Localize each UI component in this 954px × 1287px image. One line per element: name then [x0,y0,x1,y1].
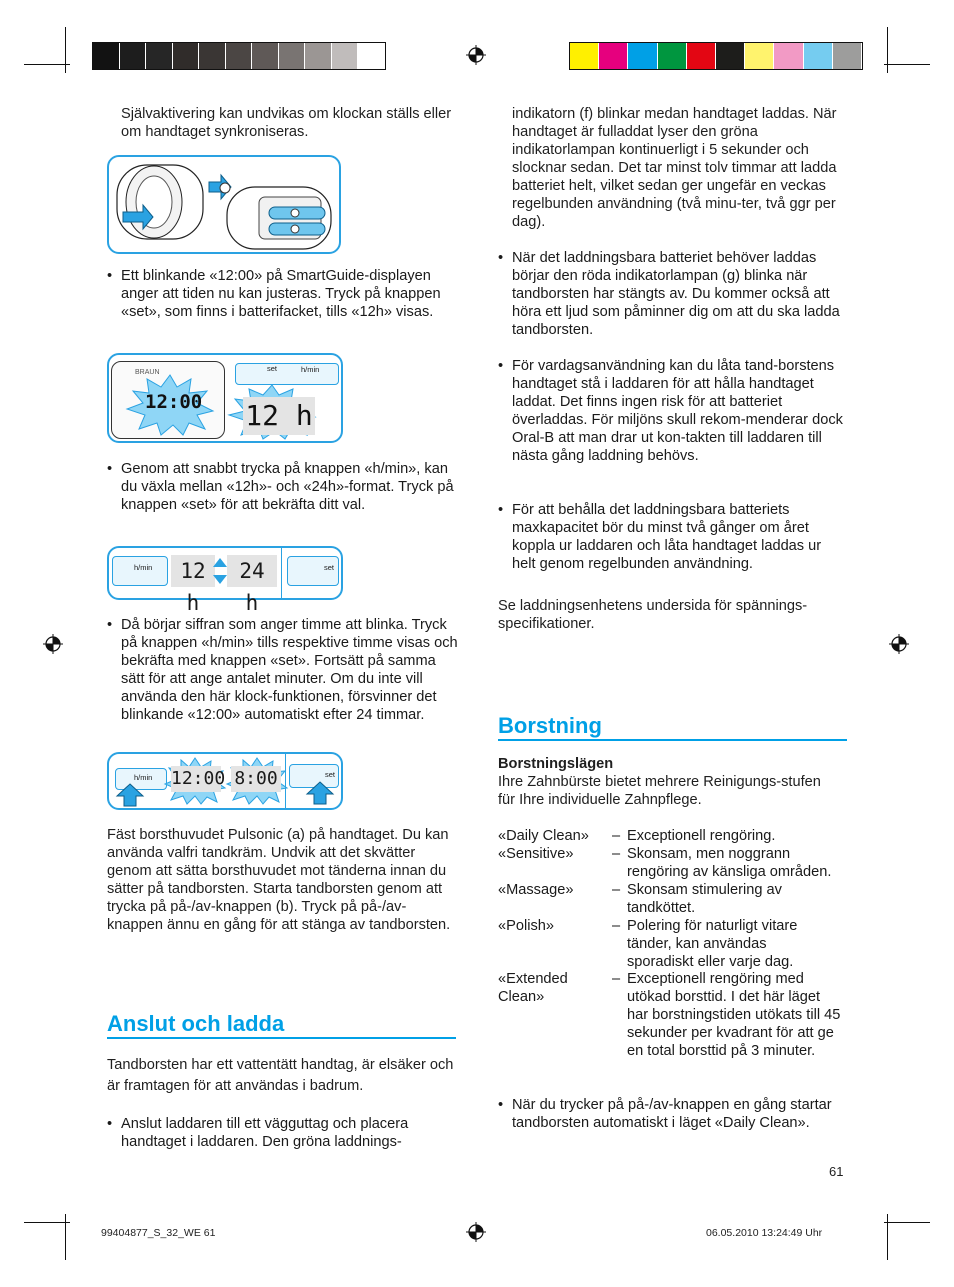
attach-brushhead-paragraph: Fäst borsthuvudet Pulsonic (a) på handtaget. Du kan använda valfri tandkräm. Undvik att det skvätter genom att sätta borsthuvudet mot tänderna innan du sätter på tandborsten. Starta tandborsten genom att trycka på på-/av-knappen (b). Tryck på på-/av-knappen ännu en gång för att stänga av tandborsten. [107,827,451,933]
figure-smartguide-display [107,353,343,443]
gray-swatch [173,43,199,69]
lcd-24h-readout: 24 h [227,555,277,587]
mode-description: Exceptionell rengöring med utökad borsttid. I det här läget har borstningstiden utökats till 45 sekunder per kvadrant för att ge en total borsttid på 3 minuter. [627,971,841,1059]
registration-mark-icon [466,45,486,65]
mode-dash: – [612,846,621,862]
bullet-item: • När det laddningsbara batteriet behöver laddas börjar den röda indikatorlampan (g) blinka när tandborsten har stängts av. Du kommer också att höra ett ljud som påminner dig om att du ska ladda tandborsten. [498,250,840,338]
bullet-item: • Genom att snabbt trycka på knappen «h/min», kan du växla mellan «12h»- och «24h»-format. Tryck på knappen «set» för att bekräfta ditt val. [107,461,454,513]
hmin-button-label: h/min [301,365,320,374]
figure-12h-24h [107,546,343,615]
press-arrow-icon [307,782,333,806]
color-swatch [745,43,773,69]
color-swatch [833,43,861,69]
set-button-label: set [325,770,336,779]
bullet-item: • För att behålla det laddningsbara batteriets maxkapacitet bör du minst två gånger om året koppla ur laddaren och låta handtaget laddas ur helt genom regelbunden användning. [498,502,822,572]
bullet-item: • Anslut laddaren till ett vägguttag och placera handtaget i laddaren. Den gröna laddnings- [107,1116,409,1150]
set-button-label: set [267,364,278,373]
gray-swatch [252,43,278,69]
charging-paragraph: indikatorn (f) blinkar medan handtaget laddas. När handtaget är fulladdat lyser den gröna indikatorlampan kontinuerligt i 5 sekunder och slocknar sedan. Det tar minst tolv timmar att ladda batteriet helt, vilket sedan ger ungefär en veckas regelbunden användning (två minu-ter, två ggr per dag). [512,106,837,230]
mode-name: «Polish» [498,918,554,934]
heading-rule [498,739,847,741]
set-button-label: set [324,563,335,572]
crop-mark [24,64,70,65]
mode-name: «Massage» [498,882,574,898]
crop-mark [887,27,888,73]
crop-mark [887,1214,888,1260]
gray-swatch [332,43,358,69]
mode-dash: – [612,828,621,844]
divider [281,548,282,598]
mode-description: Skonsam, men noggrann rengöring av känsliga områden. [627,846,832,880]
color-swatch [774,43,802,69]
color-swatch [570,43,598,69]
intro-paragraph: Självaktivering kan undvikas om klockan ställs eller om handtaget synkroniseras. [121,106,452,140]
bullet-item: • För vardagsanvändning kan du låta tand-borstens handtaget stå i laddaren för att hålla handtaget laddat. Det finns ingen risk för att batteriet överladdas. För miljöns skull rekom-menderar dock Oral-B att man drar ut kon-takten till laddaren till nästa gång laddning behövs. [498,358,843,464]
color-swatch [658,43,686,69]
footer-job-id: 99404877_S_32_WE 61 [101,1227,216,1239]
lcd-12h-readout: 12 h [243,397,315,435]
page-number: 61 [829,1164,844,1179]
lcd-clock-readout: 12:00 [145,391,203,413]
registration-mark-icon [889,634,909,654]
press-arrow-icon [117,784,143,808]
subheading-modes: Borstningslägen [498,756,614,772]
crop-mark [884,1222,930,1223]
lcd-12h-readout: 12 h [171,555,215,587]
brand-label: BRAUN [135,369,160,376]
mode-description: Polering för naturligt vitare tänder, kan användas sporadiskt eller varje dag. [627,918,798,970]
gray-swatch [199,43,225,69]
figure-battery-compartment [107,155,341,254]
voltage-spec-paragraph: Se laddningsenhetens undersida för spännings-specifikationer. [498,598,808,632]
section-heading-borstning: Borstning [498,713,602,738]
registration-mark-icon [466,1222,486,1242]
lcd-clock-readout: 12:00 [171,766,221,792]
divider [285,754,286,808]
gray-swatch [146,43,172,69]
gray-swatch [279,43,305,69]
handle-battery-illustration [109,157,339,252]
hmin-button-label: h/min [134,773,153,782]
swap-arrows-icon [212,558,228,584]
color-calibration-bar [569,42,863,70]
mode-name: «Extended Clean» [498,971,568,1005]
crop-mark [65,27,66,73]
gray-swatch [120,43,146,69]
gray-calibration-bar [92,42,386,70]
gray-swatch [226,43,252,69]
mode-description: Skonsam stimulering av tandköttet. [627,882,782,916]
set-button[interactable] [235,363,339,385]
mode-description: Exceptionell rengöring. [627,828,776,844]
color-swatch [628,43,656,69]
gray-swatch [93,43,119,69]
mode-name: «Sensitive» [498,846,574,862]
crop-mark [24,1222,70,1223]
bullet-item: • När du trycker på på-/av-knappen en gång startar tandborsten automatiskt i läget «Daily Clean». [498,1097,832,1131]
heading-rule [107,1037,456,1039]
waterproof-paragraph: Tandborsten har ett vattentätt handtag, är elsäker och är framtagen för att användas i badrum. [107,1057,454,1094]
color-swatch [716,43,744,69]
gray-swatch [305,43,331,69]
color-swatch [804,43,832,69]
modes-intro: Ihre Zahnbürste bietet mehrere Reinigungs-stufen für Ihre individuelle Zahnpflege. [498,774,821,808]
lcd-minute-readout: 8:00 [231,766,281,792]
footer-timestamp: 06.05.2010 13:24:49 Uhr [706,1227,823,1239]
bullet-item: • Ett blinkande «12:00» på SmartGuide-displayen anger att tiden nu kan justeras. Tryck på knappen «set», som finns i batterifacket, tills «12h» visas. [107,268,441,320]
registration-mark-icon [43,634,63,654]
crop-mark [65,1214,66,1260]
color-swatch [687,43,715,69]
hmin-button-label: h/min [134,563,153,572]
gray-swatch [358,43,384,69]
mode-name: «Daily Clean» [498,828,589,844]
mode-dash: – [612,882,621,898]
figure-set-time [107,752,343,810]
crop-mark [884,64,930,65]
mode-dash: – [612,971,621,987]
bullet-item: • Då börjar siffran som anger timme att blinka. Tryck på knappen «h/min» tills respektive timme visas och bekräfta med knappen «set». Fortsätt på samma sätt för att ange antalet minuter. Om du inte vill använda den här klock-funktionen, försvinner det blinkande «12:00» automatiskt efter 24 timmar. [107,617,458,723]
mode-dash: – [612,918,621,934]
color-swatch [599,43,627,69]
section-heading-anslut: Anslut och ladda [107,1011,285,1036]
